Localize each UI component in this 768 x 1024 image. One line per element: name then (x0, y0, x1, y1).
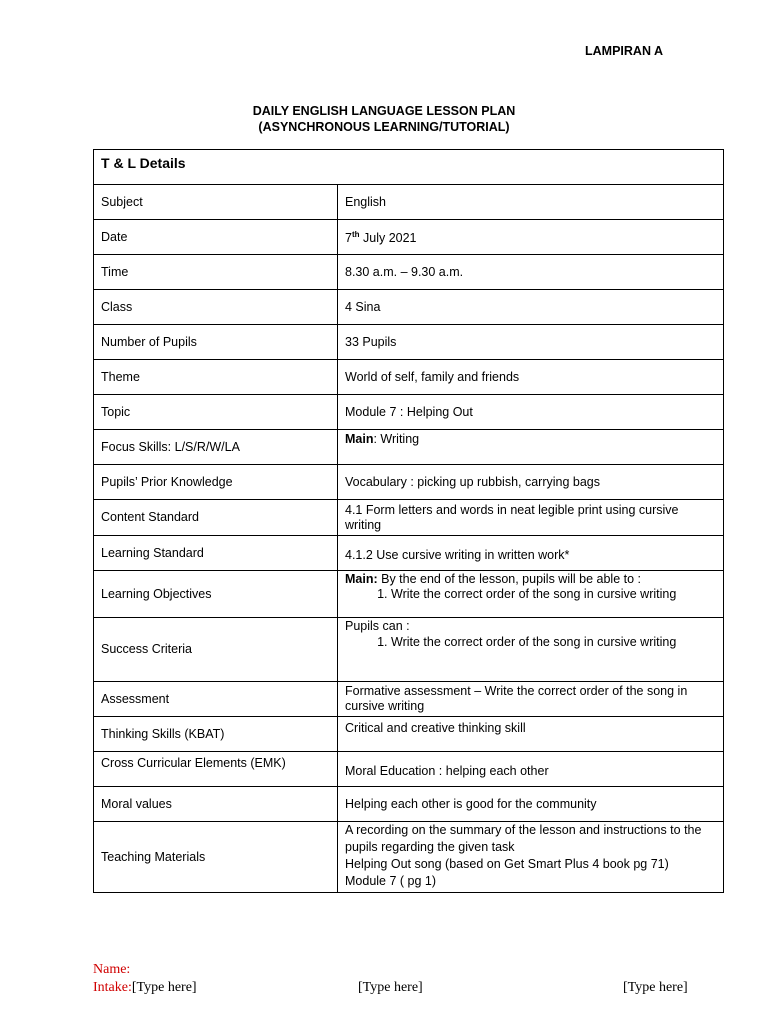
time-value: 8.30 a.m. – 9.30 a.m. (338, 255, 724, 290)
lesson-plan-table (93, 149, 724, 893)
table-row (94, 752, 724, 787)
table-row (94, 717, 724, 752)
focus-skills-label: Focus Skills: L/S/R/W/LA (94, 430, 338, 465)
success-criteria-value (338, 618, 724, 682)
date-label: Date (94, 220, 338, 255)
materials-line-2: Helping Out song (based on Get Smart Plus 4 book pg 71) (345, 857, 669, 871)
success-intro: Pupils can : (345, 619, 410, 633)
objectives-intro (345, 572, 716, 587)
table-row (94, 465, 724, 500)
subject-value: English (338, 185, 724, 220)
assessment-label: Assessment (94, 682, 338, 717)
success-list (345, 634, 716, 651)
table-row (94, 395, 724, 430)
focus-main-text: : Writing (373, 432, 420, 446)
learning-objectives-label: Learning Objectives (94, 571, 338, 618)
learning-standard-value: 4.1.2 Use cursive writing in written work* (338, 536, 724, 571)
date-rest: July 2021 (359, 231, 417, 246)
learning-objectives-value (338, 571, 724, 618)
table-row (94, 325, 724, 360)
type-here-field-3[interactable]: [Type here] (623, 980, 688, 995)
list-item: 1. Write the correct order of the song in cursive writing (391, 587, 716, 602)
objectives-main-label: Main: (345, 572, 378, 586)
title-line-1: DAILY ENGLISH LANGUAGE LESSON PLAN (252, 104, 516, 118)
table-row (94, 536, 724, 571)
type-here-field-1[interactable]: [Type here] (131, 980, 197, 995)
prior-knowledge-value: Vocabulary : picking up rubbish, carrying bags (338, 465, 724, 500)
materials-line-3: Module 7 ( pg 1) (345, 874, 437, 888)
table-row (94, 787, 724, 822)
date-suffix: th (351, 230, 360, 240)
table-row (94, 822, 724, 893)
table-row (94, 500, 724, 536)
objectives-list (345, 587, 716, 602)
document-title (0, 103, 768, 135)
moral-values-value: Helping each other is good for the community (338, 787, 724, 822)
table-row (94, 618, 724, 682)
focus-main-label: Main (345, 432, 374, 446)
prior-knowledge-label: Pupils’ Prior Knowledge (94, 465, 338, 500)
table-row (94, 571, 724, 618)
name-label: Name: (93, 962, 131, 977)
table-row (94, 290, 724, 325)
content-standard-value: 4.1 Form letters and words in neat legible print using cursive writing (338, 500, 724, 536)
table-row (94, 150, 724, 185)
materials-line-1: A recording on the summary of the lesson and instructions to the pupils regarding the given task (345, 823, 702, 854)
date-value (338, 220, 724, 255)
intake-label: Intake: (93, 980, 132, 995)
table-row (94, 220, 724, 255)
time-label: Time (94, 255, 338, 290)
content-standard-label: Content Standard (94, 500, 338, 536)
pupils-value: 33 Pupils (338, 325, 724, 360)
teaching-materials-value (338, 822, 724, 893)
table-heading: T & L Details (94, 150, 724, 185)
learning-standard-label: Learning Standard (94, 536, 338, 571)
moral-values-label: Moral values (94, 787, 338, 822)
lampiran-label: LAMPIRAN A (585, 44, 664, 58)
focus-skills-value (338, 430, 724, 465)
emk-value: Moral Education : helping each other (338, 752, 724, 787)
emk-label: Cross Curricular Elements (EMK) (94, 752, 338, 787)
topic-value: Module 7 : Helping Out (338, 395, 724, 430)
topic-label: Topic (94, 395, 338, 430)
thinking-skills-value: Critical and creative thinking skill (338, 717, 724, 752)
table-row (94, 682, 724, 717)
table-row (94, 430, 724, 465)
subject-label: Subject (94, 185, 338, 220)
teaching-materials-label: Teaching Materials (94, 822, 338, 893)
assessment-value: Formative assessment – Write the correct order of the song in cursive writing (338, 682, 724, 717)
objectives-intro-text: By the end of the lesson, pupils will be able to : (377, 572, 641, 586)
table-row (94, 185, 724, 220)
theme-label: Theme (94, 360, 338, 395)
table-row (94, 360, 724, 395)
table-row (94, 255, 724, 290)
type-here-field-2[interactable]: [Type here] (358, 980, 423, 995)
class-label: Class (94, 290, 338, 325)
intake-line (93, 980, 197, 996)
success-criteria-label: Success Criteria (94, 618, 338, 682)
date-day: 7 (345, 231, 352, 246)
class-value: 4 Sina (338, 290, 724, 325)
theme-value: World of self, family and friends (338, 360, 724, 395)
list-item: 1. Write the correct order of the song in cursive writing (391, 634, 716, 651)
pupils-label: Number of Pupils (94, 325, 338, 360)
thinking-skills-label: Thinking Skills (KBAT) (94, 717, 338, 752)
title-line-2: (ASYNCHRONOUS LEARNING/TUTORIAL) (258, 120, 510, 134)
